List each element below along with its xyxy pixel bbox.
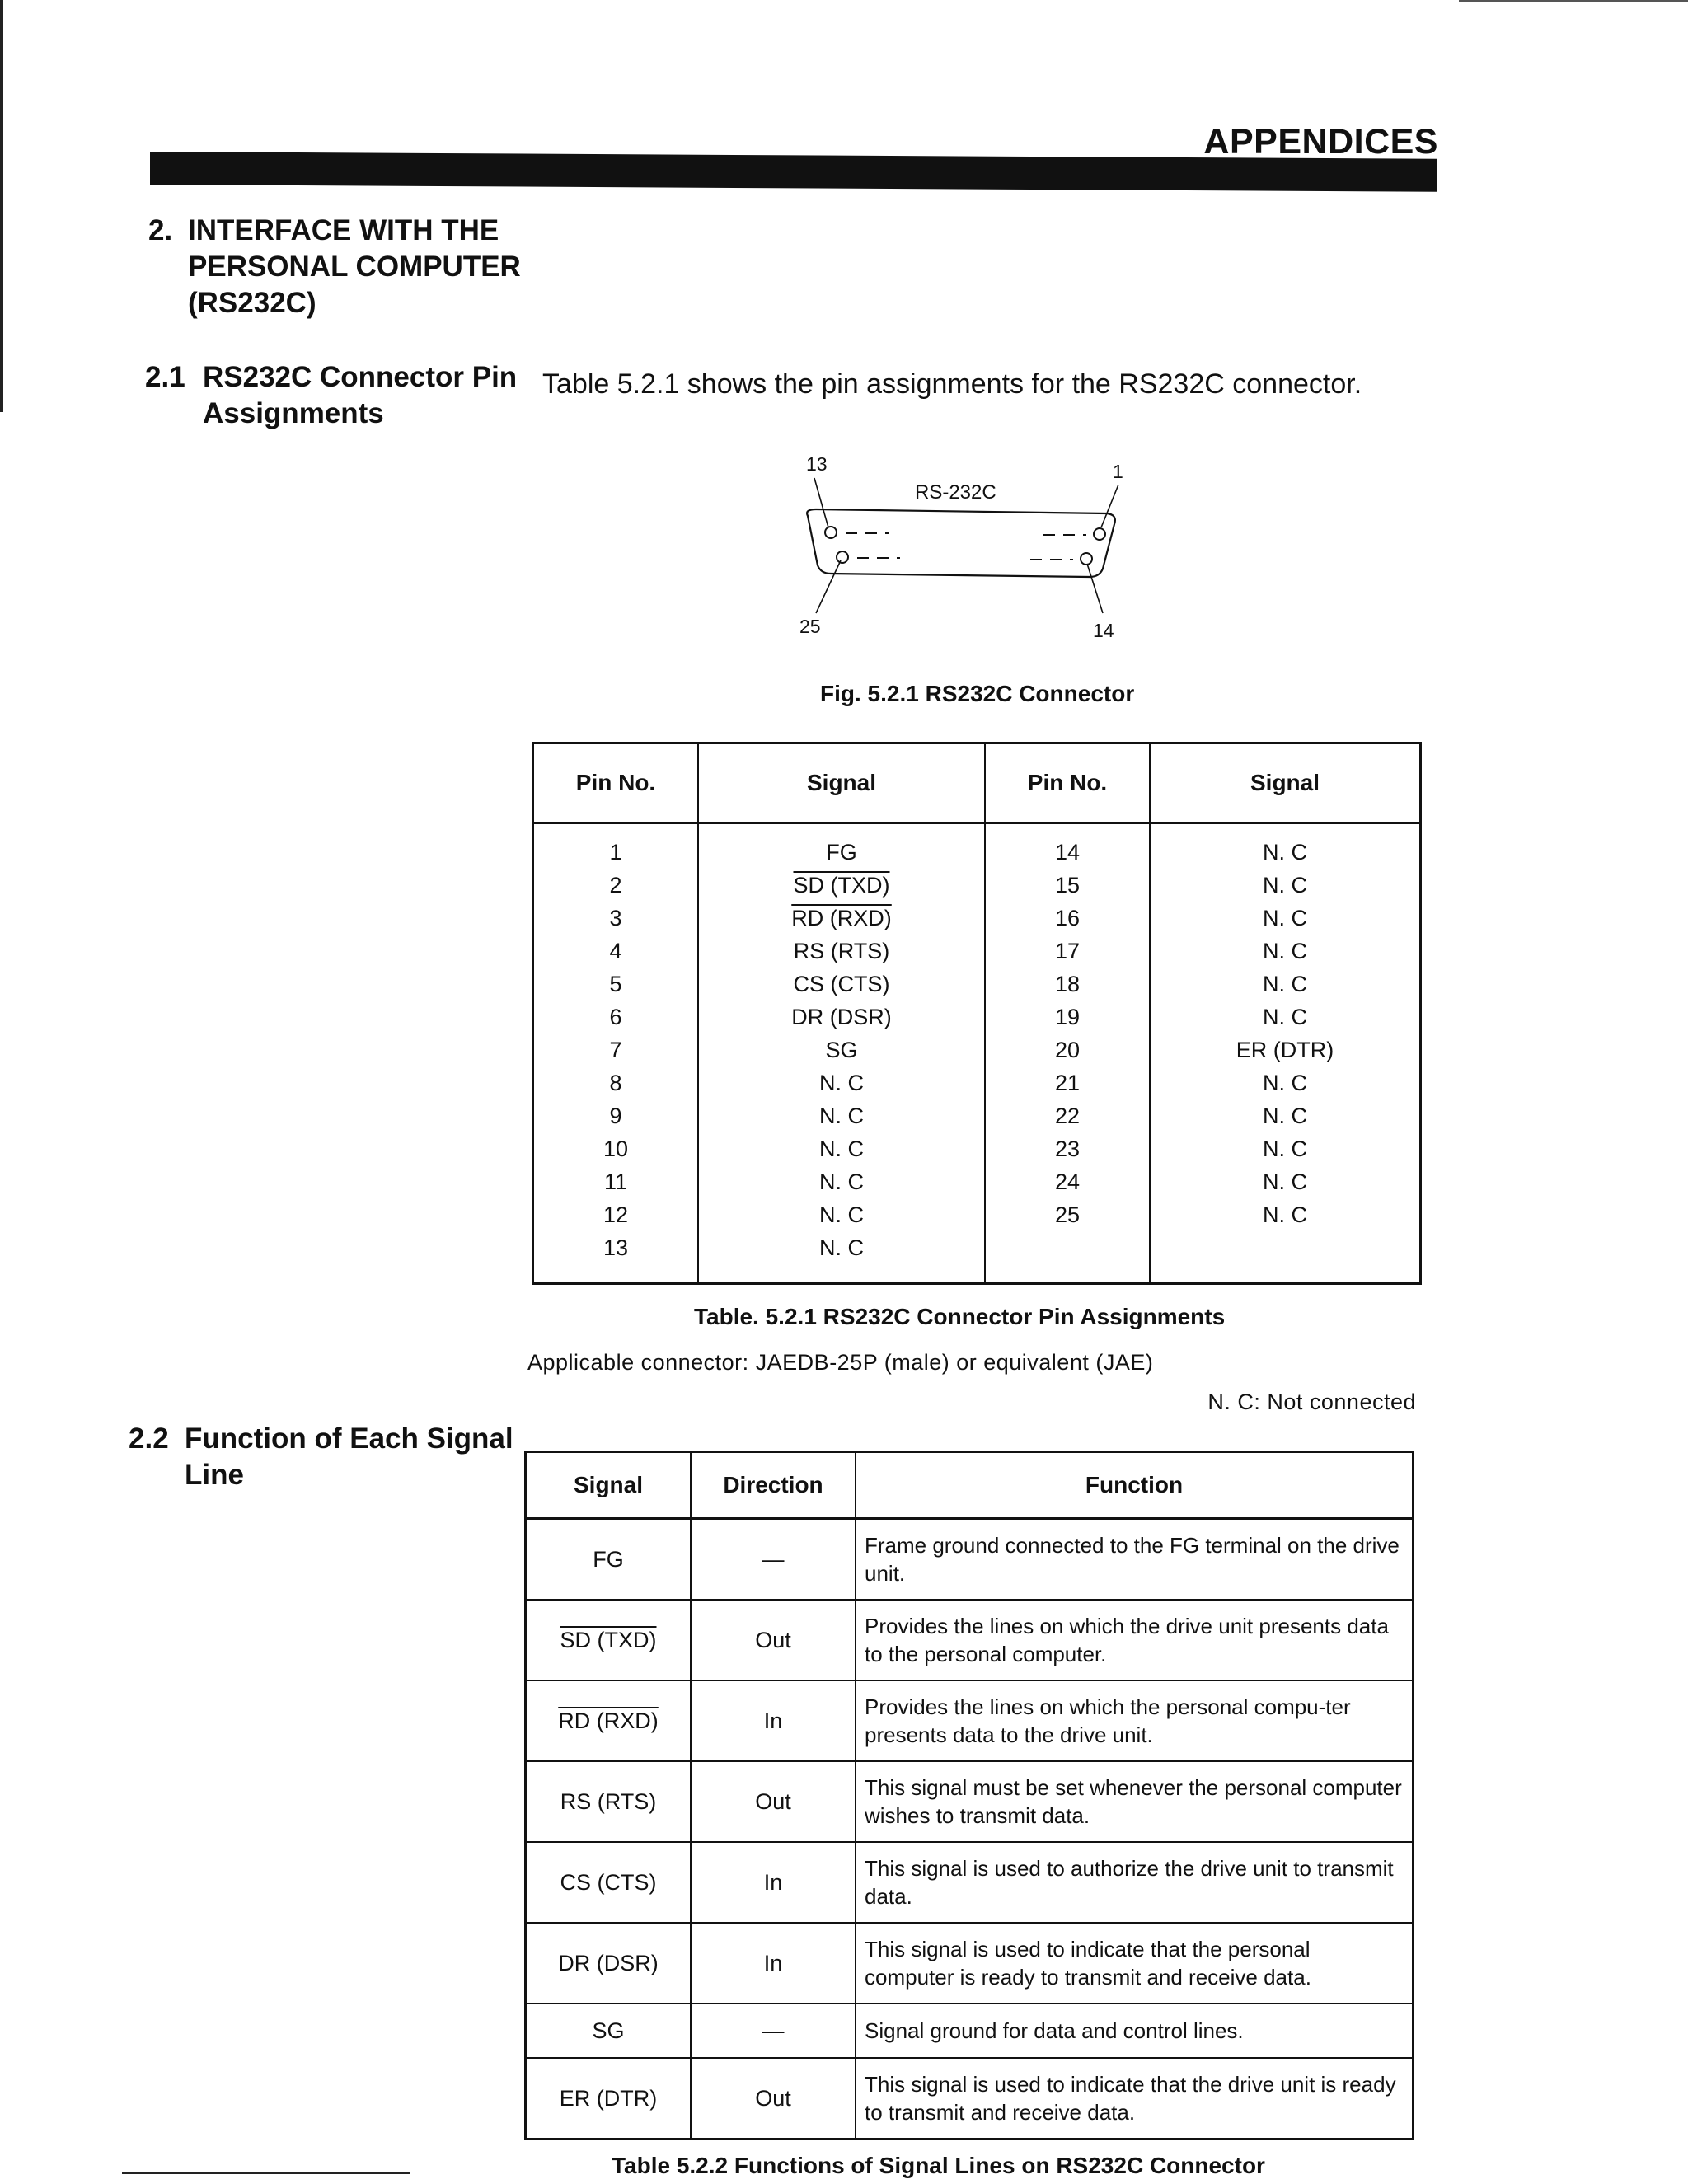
section-2-number: 2. bbox=[148, 214, 173, 246]
section-2-1-title: RS232C Connector Pin Assignments bbox=[203, 361, 518, 429]
function-cell: Provides the lines on which the personal compu-ter presents data to the drive unit. bbox=[856, 1680, 1414, 1761]
signal-cell: N. C bbox=[698, 1132, 985, 1165]
pin-table-row bbox=[533, 902, 1421, 935]
nc-legend-note: N. C: Not connected bbox=[1207, 1390, 1416, 1414]
pin-number-cell: 5 bbox=[609, 971, 622, 996]
signal-cell: N. C bbox=[1150, 902, 1421, 935]
function-cell: Provides the lines on which the drive unit presents data to the personal computer. bbox=[856, 1600, 1414, 1680]
signal-cell: N. C bbox=[1150, 935, 1421, 968]
pin-number-cell: 9 bbox=[609, 1103, 622, 1128]
signal-cell: N. C bbox=[1150, 1132, 1421, 1165]
section-2-heading bbox=[148, 213, 560, 328]
function-table-header: Direction bbox=[691, 1452, 856, 1519]
pin-13-hole bbox=[825, 527, 837, 538]
pin-number-cell: 4 bbox=[609, 938, 622, 963]
pin-number-cell: 16 bbox=[985, 902, 1150, 935]
function-cell: This signal is used to authorize the drive unit to transmit data. bbox=[856, 1842, 1414, 1923]
function-table-row bbox=[526, 1842, 1414, 1923]
signal-cell: N. C bbox=[1150, 1066, 1421, 1099]
function-table-header: Function bbox=[856, 1452, 1414, 1519]
function-table-header-row bbox=[526, 1452, 1414, 1519]
pin-number-cell: 17 bbox=[985, 935, 1150, 968]
pin-table-row bbox=[533, 1198, 1421, 1231]
section-2-2-number: 2.2 bbox=[129, 1422, 169, 1455]
figure-caption: Fig. 5.2.1 RS232C Connector bbox=[820, 681, 1135, 706]
pin-number-cell: 22 bbox=[985, 1099, 1150, 1132]
function-cell: Frame ground connected to the FG terminal on the drive unit. bbox=[856, 1519, 1414, 1601]
signal-cell: RD (RXD) bbox=[526, 1680, 692, 1761]
header-rule bbox=[150, 152, 1437, 192]
pin-table-row bbox=[533, 836, 1421, 869]
pin-table-row bbox=[533, 1132, 1421, 1165]
pin-number-cell: 15 bbox=[985, 869, 1150, 902]
function-table-row bbox=[526, 2058, 1414, 2139]
rs232c-connector-diagram bbox=[783, 452, 1137, 649]
intro-paragraph: Table 5.2.1 shows the pin assignments for the RS232C connector. bbox=[542, 368, 1362, 400]
signal-function-table bbox=[524, 1451, 1414, 2140]
connector-shell bbox=[807, 509, 1115, 577]
pin-table-row bbox=[533, 1099, 1421, 1132]
function-table-row bbox=[526, 1600, 1414, 1680]
pin-table-row bbox=[533, 1165, 1421, 1198]
section-2-2-title: Function of Each Signal Line bbox=[185, 1422, 513, 1491]
direction-cell: — bbox=[691, 2004, 856, 2058]
lead-line-13 bbox=[814, 478, 828, 527]
pin-table-row bbox=[533, 935, 1421, 968]
signal-cell: N. C bbox=[698, 1066, 985, 1099]
direction-cell: Out bbox=[691, 1600, 856, 1680]
signal-cell: CS (CTS) bbox=[526, 1842, 692, 1923]
function-cell: This signal must be set whenever the personal computer wishes to transmit data. bbox=[856, 1761, 1414, 1842]
pin-table-header: Signal bbox=[1150, 743, 1421, 823]
page-header-title: APPENDICES bbox=[1203, 122, 1438, 162]
signal-cell bbox=[1150, 1231, 1421, 1264]
applicable-connector-note: Applicable connector: JAEDB-25P (male) or equivalent (JAE) bbox=[528, 1350, 1154, 1375]
signal-cell: SD (TXD) bbox=[526, 1600, 692, 1680]
signal-cell: N. C bbox=[698, 1198, 985, 1231]
signal-cell: N. C bbox=[698, 1165, 985, 1198]
scan-edge-mark bbox=[0, 0, 3, 412]
section-2-1-heading bbox=[145, 359, 541, 434]
pin-number-cell: 14 bbox=[985, 836, 1150, 869]
function-cell: Signal ground for data and control lines. bbox=[856, 2004, 1414, 2058]
function-table-row bbox=[526, 1923, 1414, 2004]
pin-1-hole bbox=[1094, 528, 1105, 540]
pin-number-cell: 25 bbox=[985, 1198, 1150, 1231]
pin-table-header: Signal bbox=[698, 743, 985, 823]
signal-cell: N. C bbox=[698, 1231, 985, 1264]
pin-table-header: Pin No. bbox=[533, 743, 699, 823]
function-table-caption: Table 5.2.2 Functions of Signal Lines on RS232C Connector bbox=[612, 2153, 1265, 2178]
footer-rule bbox=[122, 2172, 410, 2174]
direction-cell: In bbox=[691, 1923, 856, 2004]
section-2-title: INTERFACE WITH THE PERSONAL COMPUTER (RS232C) bbox=[188, 214, 521, 319]
pin-number-cell: 10 bbox=[603, 1136, 629, 1161]
pin-number-cell: 11 bbox=[603, 1169, 628, 1194]
signal-cell: N. C bbox=[1150, 869, 1421, 902]
pin-13-label: 13 bbox=[806, 453, 828, 475]
signal-cell: N. C bbox=[1150, 836, 1421, 869]
signal-cell: N. C bbox=[1150, 1001, 1421, 1033]
pin-table-header-row bbox=[533, 743, 1421, 823]
direction-cell: In bbox=[691, 1842, 856, 1923]
pin-assignment-table bbox=[532, 742, 1422, 1285]
function-cell: This signal is used to indicate that the personal computer is ready to transmit and receive data. bbox=[856, 1923, 1414, 2004]
pin-14-label: 14 bbox=[1093, 620, 1114, 641]
function-cell: This signal is used to indicate that the drive unit is ready to transmit and receive data. bbox=[856, 2058, 1414, 2139]
signal-cell: RD (RXD) bbox=[698, 902, 985, 935]
pin-number-cell: 8 bbox=[609, 1070, 622, 1095]
section-2-1-number: 2.1 bbox=[145, 361, 185, 393]
function-table-row bbox=[526, 1680, 1414, 1761]
signal-cell: CS (CTS) bbox=[698, 968, 985, 1001]
function-table-row bbox=[526, 1761, 1414, 1842]
pin-1-label: 1 bbox=[1113, 461, 1123, 482]
direction-cell: Out bbox=[691, 2058, 856, 2139]
pin-table-row bbox=[533, 1001, 1421, 1033]
pin-number-cell: 3 bbox=[609, 905, 622, 930]
pin-table-caption: Table. 5.2.1 RS232C Connector Pin Assignments bbox=[694, 1304, 1226, 1329]
pin-number-cell: 20 bbox=[985, 1033, 1150, 1066]
direction-cell: Out bbox=[691, 1761, 856, 1842]
signal-cell: N. C bbox=[1150, 1165, 1421, 1198]
function-table-header: Signal bbox=[526, 1452, 692, 1519]
pin-number-cell: 6 bbox=[609, 1004, 622, 1029]
pin-number-cell: 23 bbox=[985, 1132, 1150, 1165]
pin-table-row bbox=[533, 1033, 1421, 1066]
signal-cell: N. C bbox=[698, 1099, 985, 1132]
pin-number-cell: 12 bbox=[603, 1202, 629, 1227]
pin-14-hole bbox=[1081, 553, 1092, 565]
pin-table-row bbox=[533, 968, 1421, 1001]
section-2-2-heading bbox=[129, 1421, 516, 1495]
pin-number-cell: 21 bbox=[985, 1066, 1150, 1099]
signal-cell: N. C bbox=[1150, 968, 1421, 1001]
signal-cell: SG bbox=[698, 1033, 985, 1066]
pin-number-cell: 18 bbox=[985, 968, 1150, 1001]
pin-number-cell: 19 bbox=[985, 1001, 1150, 1033]
signal-cell: DR (DSR) bbox=[526, 1923, 692, 2004]
signal-cell: FG bbox=[698, 836, 985, 869]
function-table-row bbox=[526, 1519, 1414, 1601]
signal-cell: N. C bbox=[1150, 1198, 1421, 1231]
signal-cell: DR (DSR) bbox=[698, 1001, 985, 1033]
direction-cell: — bbox=[691, 1519, 856, 1601]
signal-cell: FG bbox=[526, 1519, 692, 1601]
direction-cell: In bbox=[691, 1680, 856, 1761]
pin-number-cell bbox=[985, 1231, 1150, 1264]
scan-top-mark bbox=[1459, 0, 1688, 2]
signal-cell: ER (DTR) bbox=[1150, 1033, 1421, 1066]
pin-table-row bbox=[533, 1231, 1421, 1264]
signal-cell: N. C bbox=[1150, 1099, 1421, 1132]
signal-cell: ER (DTR) bbox=[526, 2058, 692, 2139]
pin-number-cell: 2 bbox=[609, 872, 622, 898]
signal-cell: RS (RTS) bbox=[526, 1761, 692, 1842]
pin-table-header: Pin No. bbox=[985, 743, 1150, 823]
signal-cell: SG bbox=[526, 2004, 692, 2058]
pin-number-cell: 13 bbox=[603, 1235, 629, 1260]
connector-label: RS-232C bbox=[915, 481, 996, 504]
signal-cell: SD (TXD) bbox=[698, 869, 985, 902]
function-table-row bbox=[526, 2004, 1414, 2058]
pin-number-cell: 7 bbox=[609, 1037, 622, 1062]
pin-25-hole bbox=[837, 551, 848, 563]
pin-table-row bbox=[533, 869, 1421, 902]
pin-number-cell: 1 bbox=[609, 839, 622, 865]
pin-number-cell: 24 bbox=[985, 1165, 1150, 1198]
signal-cell: RS (RTS) bbox=[698, 935, 985, 968]
pin-25-label: 25 bbox=[799, 616, 821, 637]
pin-table-row bbox=[533, 1066, 1421, 1099]
